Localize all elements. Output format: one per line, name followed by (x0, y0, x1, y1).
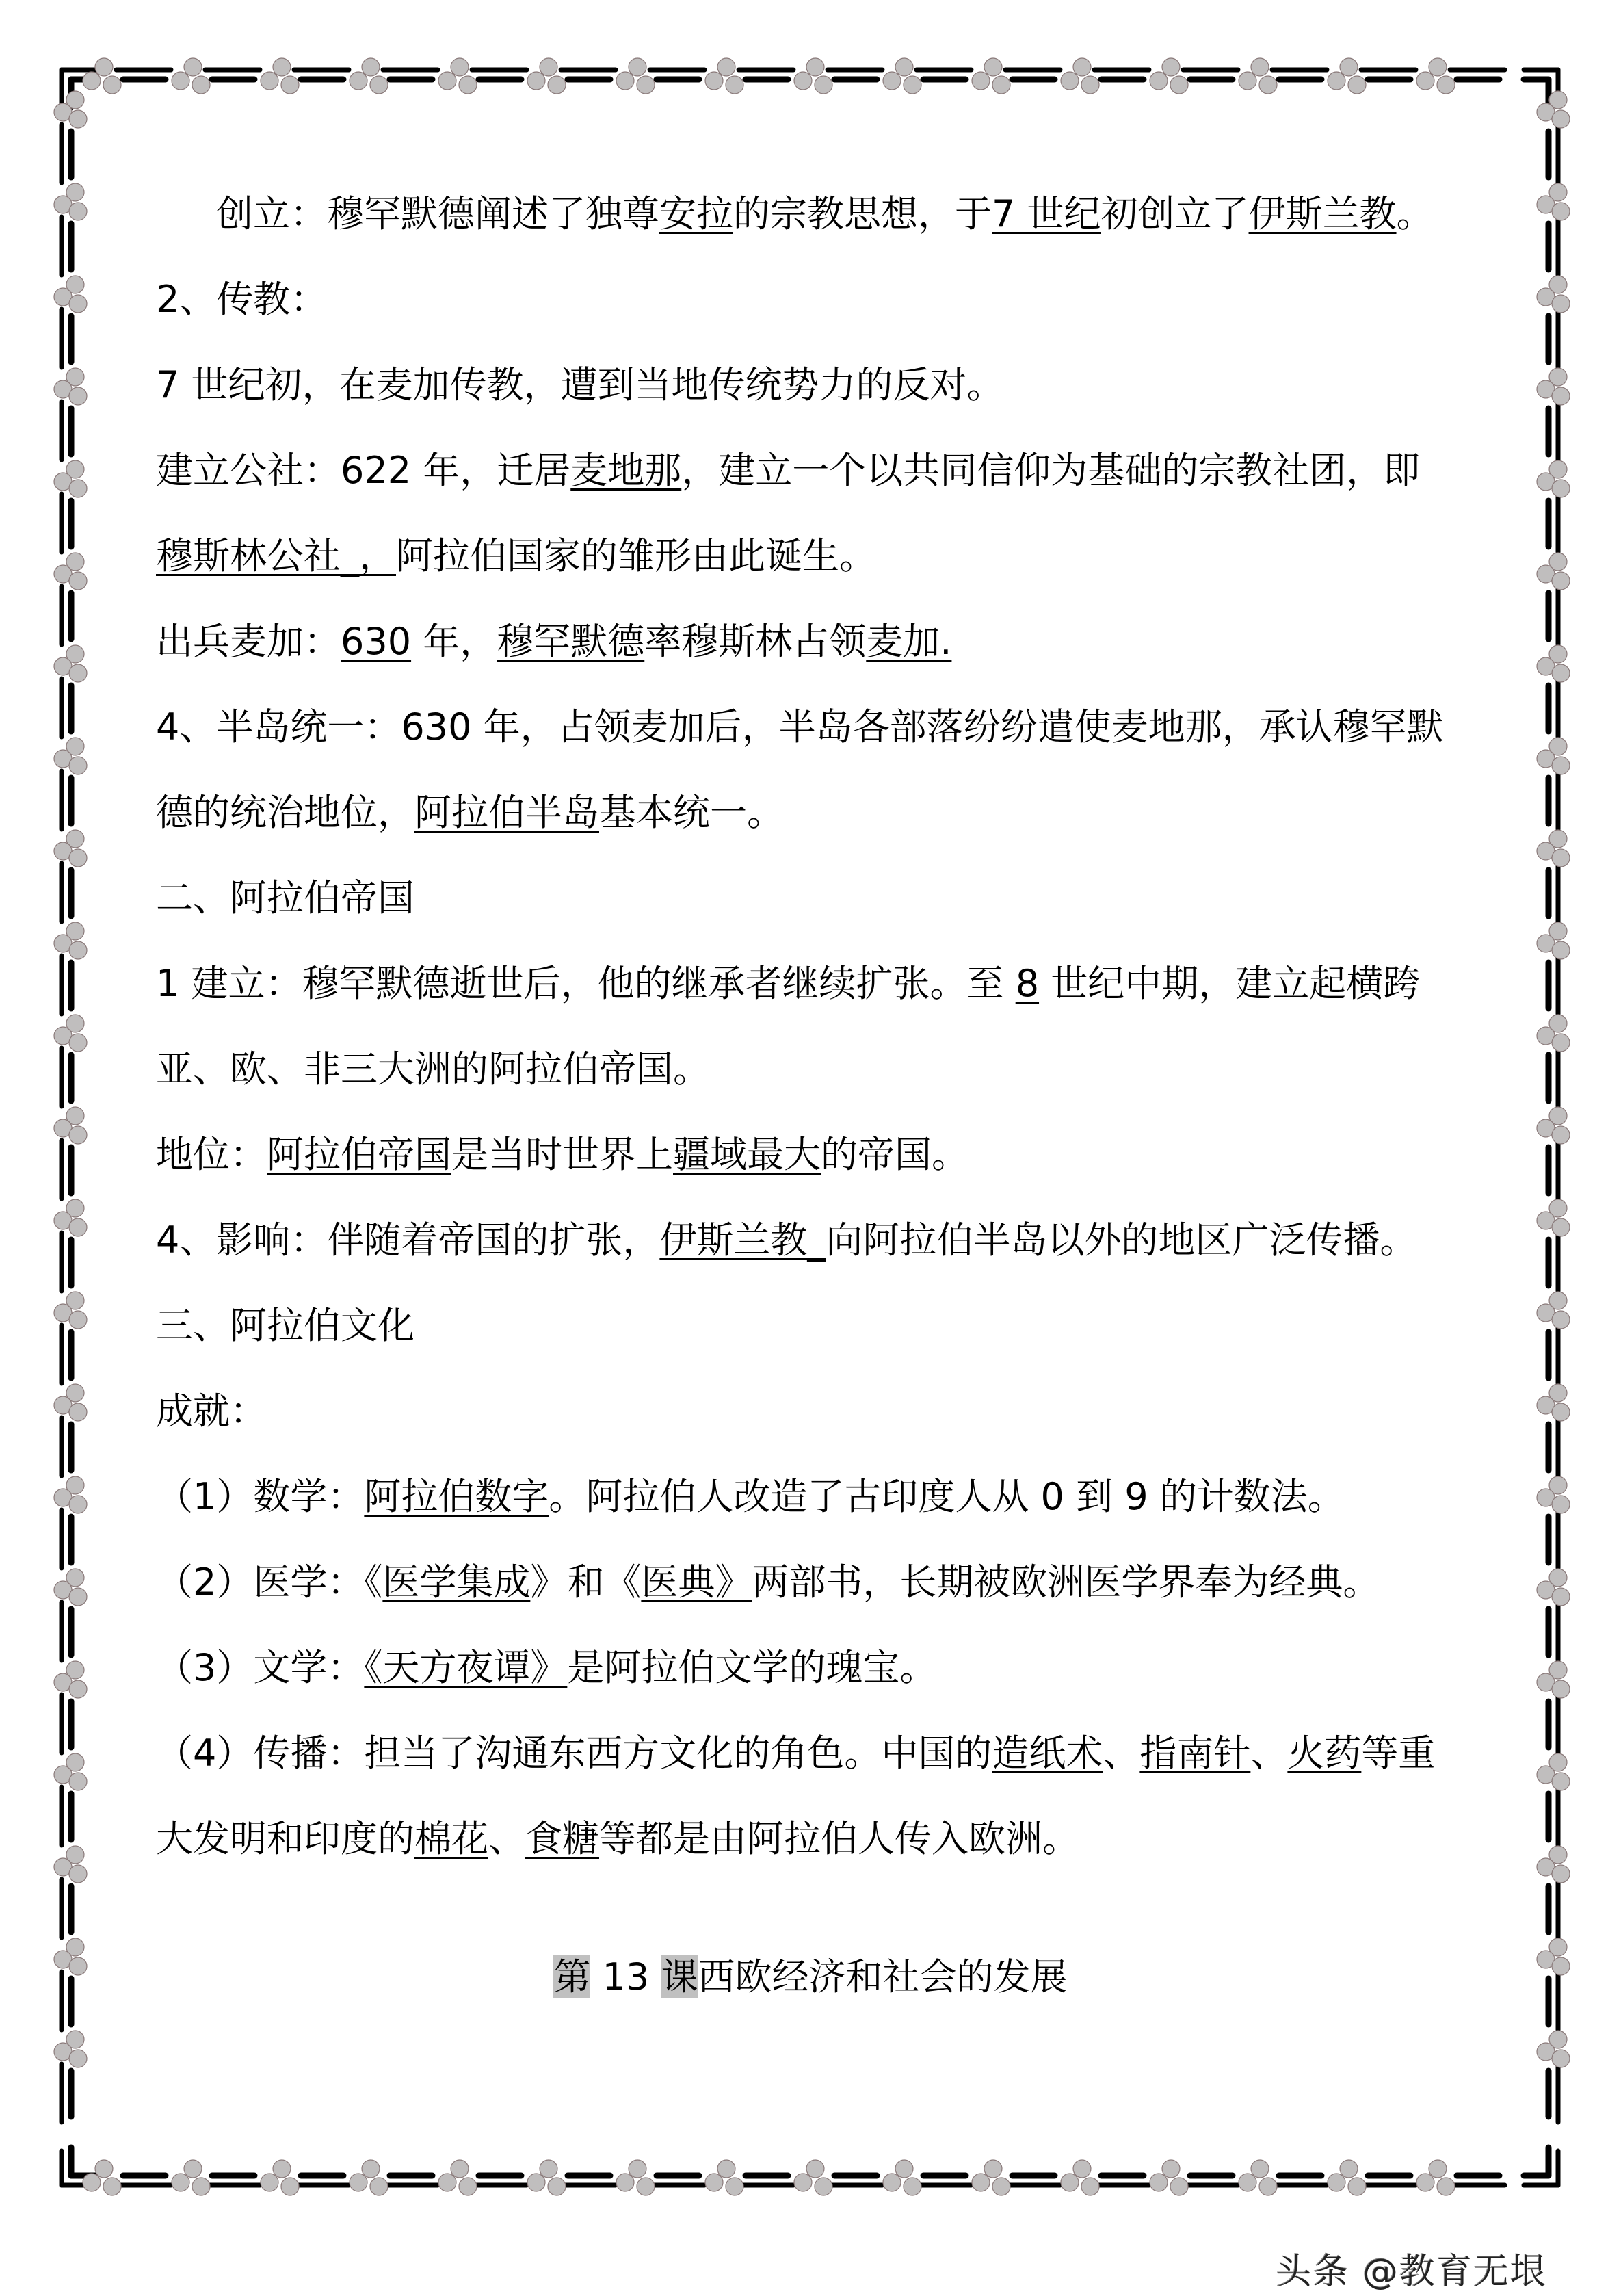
text-segment: 的宗教思想，于 (733, 192, 992, 235)
underlined-answer: 疆域最大 (673, 1133, 821, 1176)
text-segment: 2、传教： (156, 278, 328, 321)
text-segment: ，建立一个以共同信仰为基础的宗教社团，即 (681, 449, 1421, 492)
text-line (156, 1710, 1469, 1796)
text-line (156, 513, 1469, 599)
text-segment: 基本统一。 (599, 791, 784, 834)
text-line (156, 428, 1469, 513)
text-line (156, 770, 1469, 855)
text-segment: 率穆斯林占领 (644, 620, 867, 663)
text-segment: 三、阿拉伯文化 (156, 1304, 414, 1347)
text-line (156, 1454, 1469, 1539)
text-segment: （1）数学： (156, 1475, 365, 1518)
underlined-answer: 棉花 (414, 1817, 488, 1860)
text-line (156, 1625, 1469, 1710)
underlined-answer: 伊斯兰教 (1248, 192, 1397, 235)
text-line (156, 855, 1469, 941)
text-segment: 两部书，长期被欧洲医学界奉为经典。 (752, 1561, 1380, 1604)
text-segment: 初创立了 (1101, 192, 1249, 235)
text-line (156, 1283, 1469, 1368)
text-segment: 地位： (156, 1133, 267, 1176)
text-segment: （2）医学：《 (156, 1561, 383, 1604)
text-segment: 建立公社：622 年，迁居 (156, 449, 571, 492)
text-segment: 世纪中期，建立起横跨 (1039, 962, 1421, 1005)
text-segment: 成就： (156, 1390, 267, 1433)
watermark: 头条 @教育无垠 (1276, 2252, 1547, 2293)
text-segment: 、 (1103, 1732, 1140, 1775)
underlined-answer: 《天方夜谭》 (364, 1646, 568, 1689)
lesson-title: 西欧经济和社会的发展 (698, 1955, 1068, 1998)
underlined-answer: 阿拉伯半岛 (414, 791, 599, 834)
text-segment: 年， (411, 620, 497, 663)
text-segment: 创立：穆罕默德阐述了独尊 (216, 192, 659, 235)
text-segment: 二、阿拉伯帝国 (156, 876, 414, 919)
text-segment: 4、影响：伴随着帝国的扩张， (156, 1218, 660, 1262)
text-line (156, 1796, 1469, 1881)
text-line (156, 599, 1469, 684)
underlined-answer: 火药 (1287, 1732, 1362, 1775)
underlined-answer: 8 (1015, 962, 1040, 1005)
underlined-answer: 穆斯林公社_， (156, 534, 396, 577)
lesson-heading (0, 1950, 1621, 2005)
lesson-number: 13 (590, 1955, 661, 1998)
underlined-answer: 麦地那 (570, 449, 682, 492)
text-segment: 的帝国。 (821, 1133, 968, 1176)
text-segment: 是当时世界上 (451, 1133, 673, 1176)
underlined-answer: 阿拉伯数字 (364, 1475, 549, 1518)
text-segment: 7 世纪初，在麦加传教，遭到当地传统势力的反对。 (156, 363, 1004, 406)
text-line (156, 1368, 1469, 1454)
text-segment: 等重 (1361, 1732, 1436, 1775)
text-segment: 》和《 (530, 1561, 642, 1604)
underlined-answer: 造纸术 (992, 1732, 1103, 1775)
text-line (156, 684, 1469, 770)
text-segment: （3）文学： (156, 1646, 365, 1689)
underlined-answer: 食糖 (525, 1817, 599, 1860)
text-segment: 是阿拉伯文学的瑰宝。 (567, 1646, 937, 1689)
text-line (156, 257, 1469, 342)
text-line (156, 342, 1469, 428)
text-line (156, 171, 1469, 257)
underlined-answer: 医学集成 (382, 1561, 531, 1604)
text-segment: 阿拉伯国家的雏形由此诞生。 (396, 534, 876, 577)
text-line (156, 1539, 1469, 1625)
text-segment: 等都是由阿拉伯人传入欧洲。 (599, 1817, 1079, 1860)
text-line (156, 1026, 1469, 1112)
text-segment: 向阿拉伯半岛以外的地区广泛传播。 (826, 1218, 1417, 1262)
text-segment: 出兵麦加： (156, 620, 341, 663)
underlined-answer: 伊斯兰教_ (659, 1218, 826, 1262)
underlined-answer: 指南针 (1139, 1732, 1251, 1775)
underlined-answer: 医典》 (641, 1561, 752, 1604)
text-line (156, 1197, 1469, 1283)
underlined-answer: 阿拉伯帝国 (267, 1133, 451, 1176)
lesson-prefix: 第 (553, 1955, 591, 1998)
document-body (156, 171, 1469, 1881)
text-segment: 亚、欧、非三大洲的阿拉伯帝国。 (156, 1047, 710, 1091)
underlined-answer: 7 世纪 (992, 192, 1101, 235)
lesson-keyword: 课 (661, 1955, 698, 1998)
underlined-answer: 安拉 (659, 192, 733, 235)
text-segment: 1 建立：穆罕默德逝世后，他的继承者继续扩张。至 (156, 962, 1016, 1005)
text-segment: 德的统治地位， (156, 791, 414, 834)
text-segment: 大发明和印度的 (156, 1817, 414, 1860)
text-segment: 。 (1396, 192, 1434, 235)
underlined-answer: 麦加. (866, 620, 952, 663)
text-segment: 4、半岛统一：630 年，占领麦加后，半岛各部落纷纷遣使麦地那，承认穆罕默 (156, 705, 1444, 748)
underlined-answer: 630 (341, 620, 412, 663)
text-segment: 、 (488, 1817, 525, 1860)
underlined-answer: 穆罕默德 (497, 620, 645, 663)
text-segment: （4）传播：担当了沟通东西方文化的角色。中国的 (156, 1732, 992, 1775)
text-line (156, 941, 1469, 1026)
text-line (156, 1112, 1469, 1197)
text-segment: 、 (1250, 1732, 1288, 1775)
text-segment: 。阿拉伯人改造了古印度人从 0 到 9 的计数法。 (549, 1475, 1345, 1518)
